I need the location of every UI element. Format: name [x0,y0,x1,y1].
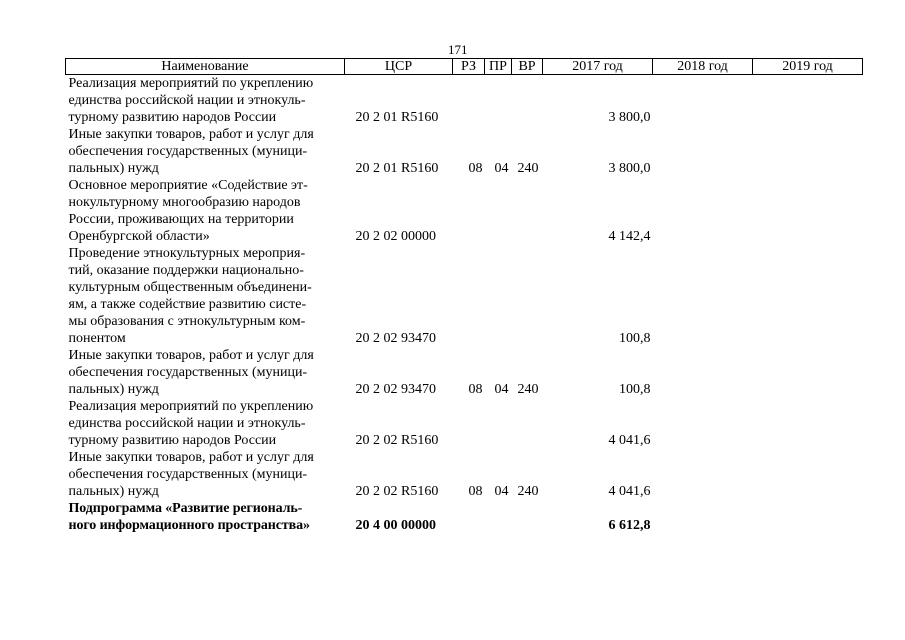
row-2018 [653,398,753,449]
table-row [66,177,863,245]
row-rz [453,75,485,127]
row-name-line: ного информационного пространства» [68,518,310,533]
row-vr [512,177,543,245]
row-rz [453,500,485,534]
row-name-line: России, проживающих на территории [68,212,294,227]
row-2017: 3 800,0 [608,161,651,176]
row-name-line: единства российской нации и этнокуль- [68,93,306,108]
row-2019 [753,177,863,245]
row-name-line: Подпрограмма «Развитие региональ- [68,501,303,516]
row-name [66,177,345,245]
row-name-line: пальных) нужд [68,382,159,397]
row-name-line: пальных) нужд [68,161,159,176]
table-row [66,245,863,347]
row-name [66,449,345,500]
row-csr: 20 2 01 R5160 [355,110,439,125]
row-name-line: Реализация мероприятий по укреплению [68,399,314,414]
row-2018 [653,500,753,534]
table-row [66,398,863,449]
row-csr: 20 2 02 93470 [355,331,436,346]
row-pr: 04 [494,382,509,397]
row-pr: 04 [494,161,509,176]
row-csr: 20 2 02 93470 [355,382,436,397]
row-name-line: ям, а также содействие развитию систе- [68,297,307,312]
row-name [66,75,345,127]
row-csr: 20 2 02 R5160 [355,484,439,499]
row-vr: 240 [517,382,539,397]
row-pr [485,75,512,127]
row-name [66,245,345,347]
row-name-line: Иные закупки товаров, работ и услуг для [68,450,314,465]
row-vr [512,398,543,449]
row-name-line: понентом [68,331,126,346]
row-2019 [753,398,863,449]
row-name-line: турному развитию народов России [68,110,277,125]
row-rz: 08 [468,484,483,499]
row-2017: 3 800,0 [608,110,651,125]
header-vr: ВР [512,59,543,75]
row-rz [453,398,485,449]
table-row [66,75,863,127]
header-rz: РЗ [453,59,485,75]
row-2018 [653,245,753,347]
row-name-line: Иные закупки товаров, работ и услуг для [68,127,314,142]
row-2017: 100,8 [619,382,651,397]
row-csr: 20 2 02 00000 [355,229,436,244]
row-name-line: Проведение этнокультурных мероприя- [68,246,306,261]
row-2018 [653,177,753,245]
table-row [66,449,863,500]
row-vr [512,75,543,127]
row-name-line: единства российской нации и этнокуль- [68,416,306,431]
row-name-line: Оренбургской области» [68,229,210,244]
table-row [66,126,863,177]
header-2018: 2018 год [653,59,753,75]
row-csr: 20 2 01 R5160 [355,161,439,176]
row-name [66,126,345,177]
row-vr: 240 [517,484,539,499]
row-2018 [653,449,753,500]
row-name [66,398,345,449]
row-name-line: Основное мероприятие «Содействие эт- [68,178,308,193]
row-2019 [753,449,863,500]
row-2019 [753,126,863,177]
header-pr: ПР [485,59,512,75]
row-name-line: нокультурному многообразию народов [68,195,301,210]
row-2017: 4 142,4 [608,229,651,244]
row-name-line: Иные закупки товаров, работ и услуг для [68,348,314,363]
row-vr: 240 [517,161,539,176]
row-rz: 08 [468,382,483,397]
header-row [66,59,863,75]
row-name-line: пальных) нужд [68,484,159,499]
row-name-line: культурным общественным объединени- [68,280,312,295]
row-rz [453,245,485,347]
row-2019 [753,347,863,398]
row-vr [512,245,543,347]
row-pr: 04 [494,484,509,499]
row-2017: 6 612,8 [608,518,651,533]
row-csr: 20 2 02 R5160 [355,433,439,448]
row-2017: 4 041,6 [608,484,651,499]
table-row [66,500,863,534]
header-name: Наименование [66,59,345,75]
row-name [66,500,345,534]
row-name [66,347,345,398]
row-pr [485,245,512,347]
page-number: 171 [448,42,468,57]
row-2017: 100,8 [619,331,651,346]
budget-table [65,58,863,534]
row-name-line: мы образования с этнокультурным ком- [68,314,306,329]
table-header [66,59,863,75]
row-rz [453,177,485,245]
row-pr [485,398,512,449]
table-row [66,347,863,398]
row-vr [512,500,543,534]
row-2019 [753,75,863,127]
header-2019: 2019 год [753,59,863,75]
row-name-line: тий, оказание поддержки национально- [68,263,304,278]
row-name-line: Реализация мероприятий по укреплению [68,76,314,91]
table-body [66,75,863,535]
row-2017: 4 041,6 [608,433,651,448]
row-pr [485,500,512,534]
row-rz: 08 [468,161,483,176]
row-name-line: турному развитию народов России [68,433,277,448]
row-pr [485,177,512,245]
row-csr: 20 4 00 00000 [355,518,436,533]
row-name-line: обеспечения государственных (муници- [68,365,308,380]
header-csr: ЦСР [345,59,453,75]
row-2019 [753,500,863,534]
row-2018 [653,126,753,177]
row-2018 [653,75,753,127]
row-2019 [753,245,863,347]
row-name-line: обеспечения государственных (муници- [68,467,308,482]
row-2018 [653,347,753,398]
header-2017: 2017 год [543,59,653,75]
row-name-line: обеспечения государственных (муници- [68,144,308,159]
